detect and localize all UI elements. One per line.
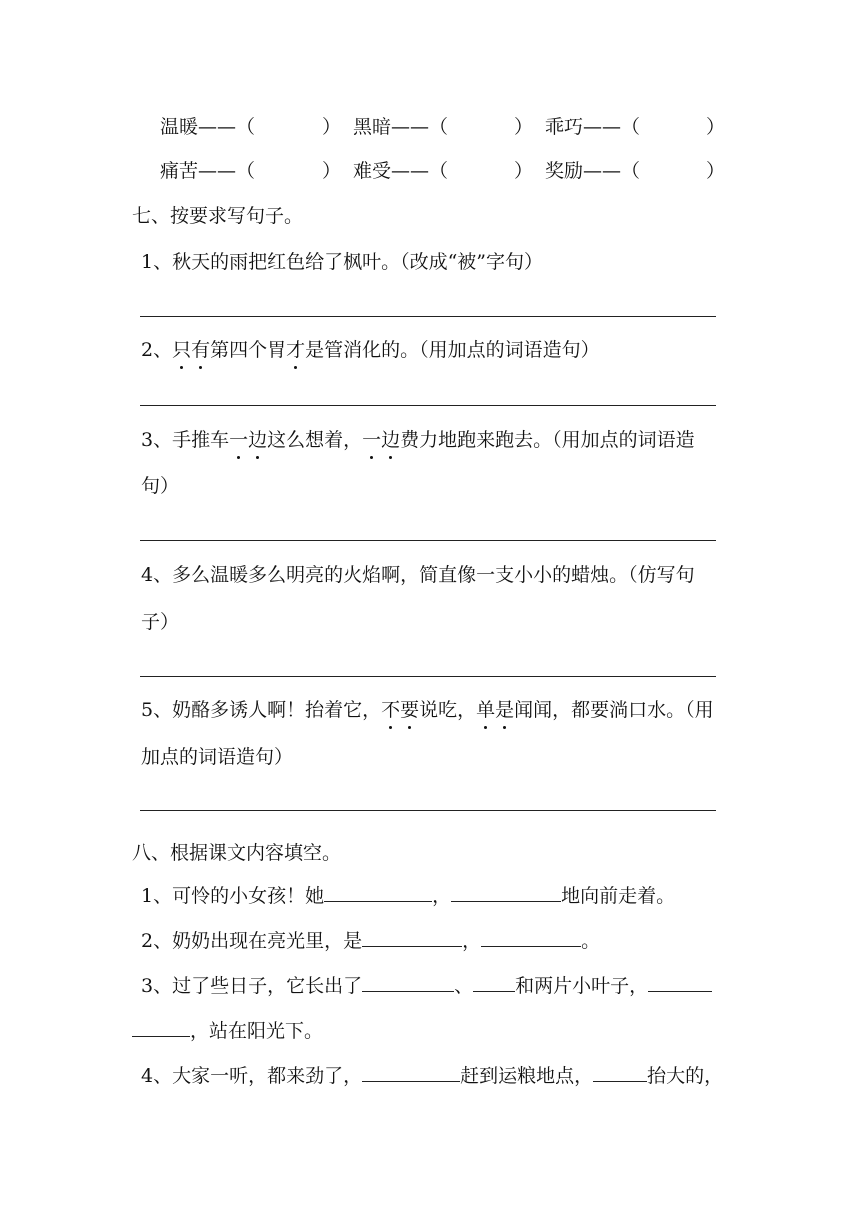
antonym-word: 黑暗——（ — [353, 116, 449, 138]
plain-text: 闻闻，都要淌口水。（用 — [514, 699, 714, 721]
plain-text: 说吃， — [419, 699, 477, 721]
emphasis-dot-char: 有 — [191, 339, 211, 361]
plain-text: 4、大家一听，都来劲了， — [141, 1065, 363, 1087]
section7-question-3 — [141, 428, 695, 452]
dotted-word-yibian — [362, 429, 400, 451]
fill-blank[interactable] — [473, 973, 515, 992]
antonym-row1-item3-close: ） — [706, 116, 726, 138]
emphasis-dot-char: 一 — [229, 429, 249, 451]
q-number: 2、 — [141, 339, 173, 361]
fill-blank[interactable] — [362, 973, 454, 992]
emphasis-dot-char: 要 — [400, 699, 420, 721]
antonym-word: 奖励——（ — [545, 160, 641, 182]
plain-text: 。 — [581, 930, 601, 952]
section7-question-5 — [141, 698, 714, 722]
plain-text: ， — [432, 885, 452, 907]
plain-text: 、 — [454, 975, 474, 997]
plain-text: 5、奶酪多诱人啊！抬着它， — [141, 699, 382, 721]
antonym-row2-item2-close: ） — [514, 160, 534, 182]
dotted-word-zhiyou — [172, 339, 210, 361]
antonym-row2-item1 — [160, 159, 255, 183]
section7-question-5-continued: 加点的词语造句） — [141, 746, 294, 768]
antonym-row1-item2 — [353, 115, 448, 139]
plain-text: 1、可怜的小女孩！她 — [141, 885, 325, 907]
plain-text: ，站在阳光下。 — [190, 1020, 324, 1042]
section8-title: 八、根据课文内容填空。 — [132, 842, 342, 864]
answer-line-5[interactable] — [140, 810, 716, 811]
antonym-word: 乖巧——（ — [545, 116, 641, 138]
fill-blank[interactable] — [481, 928, 581, 947]
antonym-word: 痛苦——（ — [160, 160, 256, 182]
plain-text: 抬大的， — [647, 1065, 724, 1087]
section7-question-4-continued: 子） — [141, 611, 180, 633]
plain-text: 这么想着， — [267, 429, 363, 451]
antonym-row2-item1-close: ） — [322, 160, 342, 182]
section7-question-3-continued: 句） — [141, 475, 180, 497]
plain-text: 赶到运粮地点， — [460, 1065, 594, 1087]
plain-text: ， — [462, 930, 482, 952]
emphasis-dot-char: 只 — [172, 339, 192, 361]
dotted-word-yibian — [229, 429, 267, 451]
section7-question-1: 1、秋天的雨把红色给了枫叶。（改成“被”字句） — [141, 251, 544, 273]
antonym-row1-item3 — [545, 115, 640, 139]
section8-question-3-continued — [132, 1018, 323, 1043]
plain-text: 费力地跑来跑去。（用加点的词语造 — [400, 429, 695, 451]
plain-text: 和两片小叶子， — [515, 975, 649, 997]
dotted-word-cai — [286, 339, 305, 361]
emphasis-dot-char: 才 — [286, 339, 306, 361]
fill-blank[interactable] — [648, 973, 712, 992]
answer-line-1[interactable] — [140, 316, 716, 317]
section8-question-3 — [141, 973, 712, 998]
antonym-row2-item3 — [545, 159, 640, 183]
section8-question-4 — [141, 1063, 723, 1088]
plain-text: 3、手推车 — [141, 429, 230, 451]
fill-blank[interactable] — [324, 883, 432, 902]
section8-question-1 — [141, 883, 675, 908]
fill-blank[interactable] — [132, 1018, 190, 1037]
section7-question-4: 4、多么温暖多么明亮的火焰啊，简直像一支小小的蜡烛。（仿写句 — [141, 564, 695, 586]
antonym-word: 难受——（ — [353, 160, 449, 182]
plain-text: 是管消化的。（用加点的词语造句） — [305, 339, 600, 361]
dotted-text — [172, 339, 210, 361]
fill-blank[interactable] — [593, 1063, 647, 1082]
plain-text: 地向前走着。 — [561, 885, 676, 907]
antonym-row1-item1-close: ） — [322, 116, 342, 138]
antonym-row2-item3-close: ） — [706, 160, 726, 182]
emphasis-dot-char: 一 — [362, 429, 382, 451]
dotted-word-danshi — [476, 699, 514, 721]
antonym-row1-item1 — [160, 115, 255, 139]
plain-text: 3、过了些日子，它长出了 — [141, 975, 363, 997]
antonym-row1-item2-close: ） — [514, 116, 534, 138]
section7-title: 七、按要求写句子。 — [132, 205, 304, 227]
plain-text: 2、奶奶出现在亮光里，是 — [141, 930, 363, 952]
emphasis-dot-char: 单 — [476, 699, 496, 721]
emphasis-dot-char: 边 — [381, 429, 401, 451]
antonym-word: 温暖——（ — [160, 116, 256, 138]
fill-blank[interactable] — [451, 883, 561, 902]
fill-blank[interactable] — [362, 1063, 460, 1082]
emphasis-dot-char: 边 — [248, 429, 268, 451]
emphasis-dot-char: 不 — [381, 699, 401, 721]
emphasis-dot-char: 是 — [495, 699, 515, 721]
plain-text: 第四个胃 — [210, 339, 287, 361]
answer-line-4[interactable] — [140, 676, 716, 677]
section8-question-2 — [141, 928, 600, 953]
dotted-word-buyao — [381, 699, 419, 721]
answer-line-3[interactable] — [140, 540, 716, 541]
answer-line-2[interactable] — [140, 405, 716, 406]
section7-question-2 — [141, 338, 600, 362]
antonym-row2-item2 — [353, 159, 448, 183]
fill-blank[interactable] — [362, 928, 462, 947]
